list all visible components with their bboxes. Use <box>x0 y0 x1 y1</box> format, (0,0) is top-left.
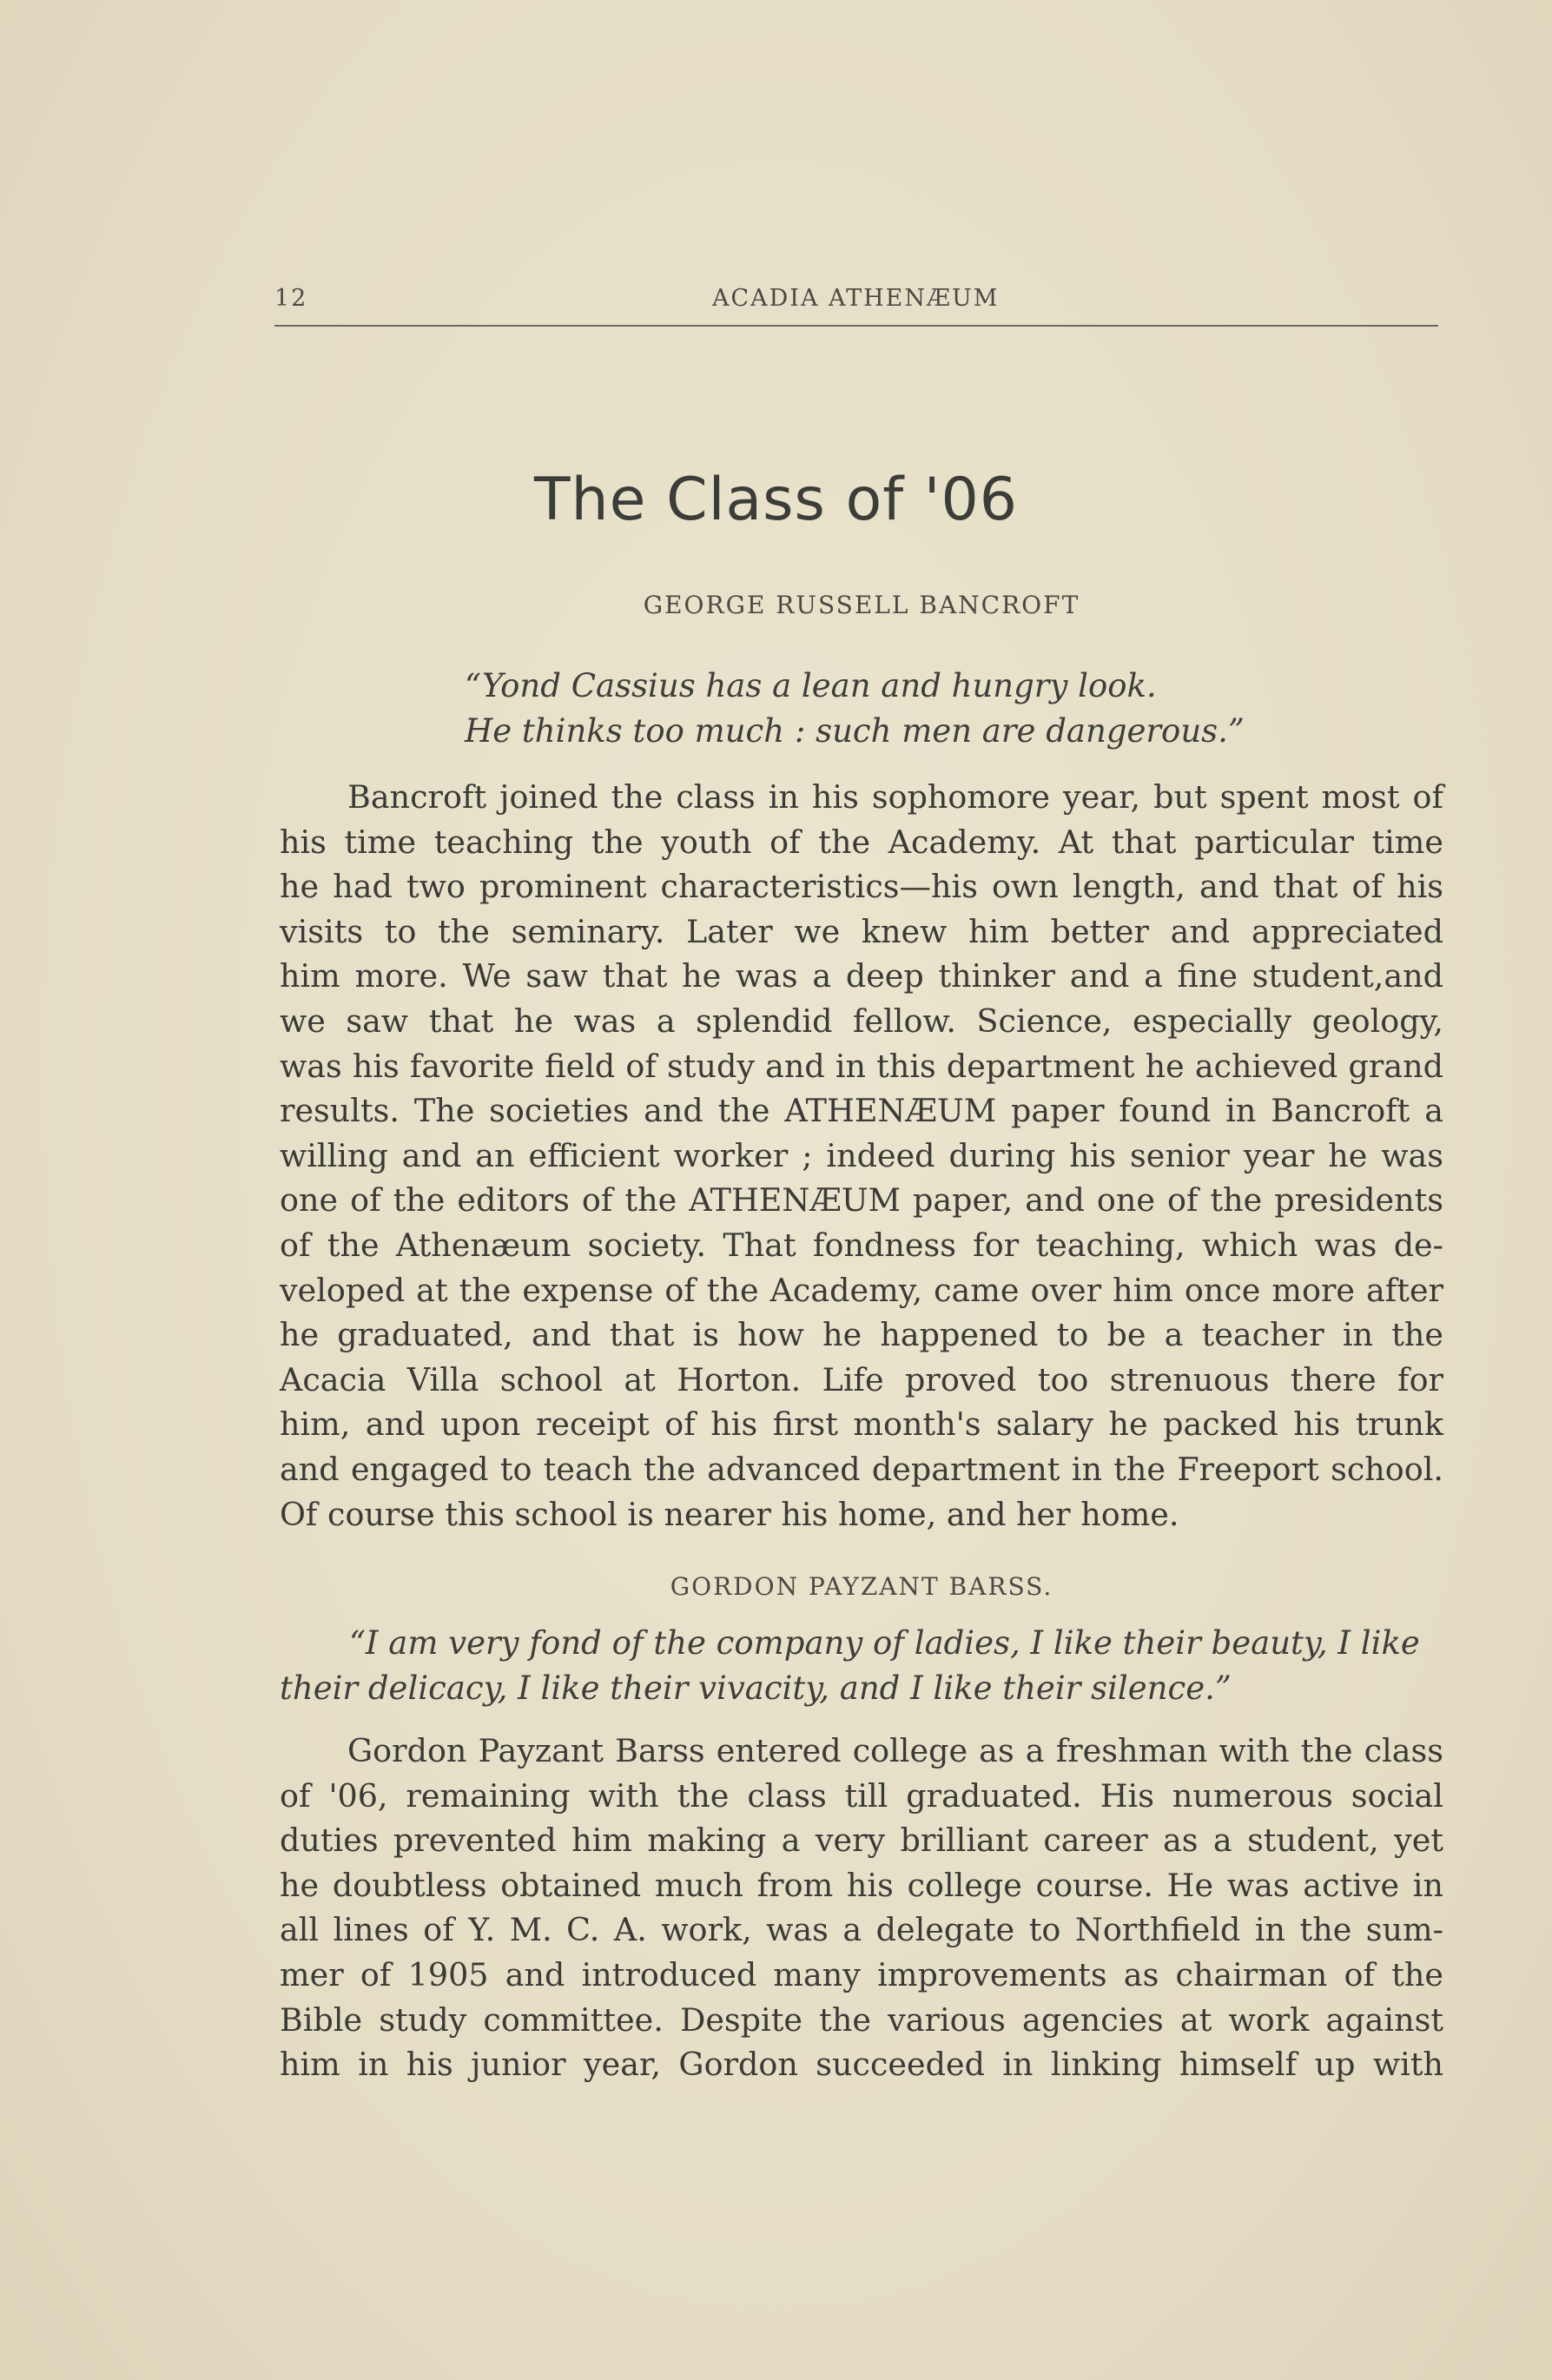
page-number: 12 <box>274 285 308 312</box>
quote-bancroft <box>280 664 1443 754</box>
body-line: Bancroft joined the class in his sophomore year, but spent most of <box>347 778 1443 816</box>
body-line: him more. We saw that he was a deep thinker and a fine student,and <box>280 957 1443 995</box>
body-line: duties prevented him making a very brilliant career as a student, yet <box>280 1821 1443 1860</box>
quote-line: “I am very fond of the company of ladies, I like their beauty, I like <box>349 1624 1420 1662</box>
body-line: his time teaching the youth of the Academy. At that particular time <box>280 823 1443 861</box>
body-line: him, and upon receipt of his first month's salary he packed his trunk <box>280 1405 1443 1444</box>
article-title: The Class of '06 <box>534 466 1018 534</box>
header-rule <box>274 325 1438 327</box>
body-text-barss <box>280 1729 1443 2087</box>
body-text-bancroft <box>280 775 1443 1537</box>
body-line: mer of 1905 and introduced many improvements as chairman of the <box>280 1955 1443 1993</box>
body-line: Gordon Payzant Barss entered college as a freshman with the class <box>347 1732 1443 1769</box>
body-line: Bible study committee. Despite the various agencies at work against <box>280 2000 1443 2039</box>
body-line: and engaged to teach the advanced department in the Freeport school. <box>280 1450 1443 1488</box>
body-line: he doubtless obtained much from his college course. He was active in <box>280 1866 1443 1904</box>
body-line: him in his junior year, Gordon succeeded in linking himself up with <box>280 2046 1443 2084</box>
body-line: one of the editors of the ATHENÆUM paper, and one of the presidents <box>280 1181 1443 1220</box>
body-line: results. The societies and the ATHENÆUM paper found in Bancroft a <box>280 1092 1443 1130</box>
quote-line: “Yond Cassius has a lean and hungry look. <box>465 667 1157 704</box>
section-bancroft <box>280 591 1443 619</box>
quote-line: their delicacy, I like their vivacity, and I like their silence.” <box>280 1669 1232 1707</box>
quote-line: He thinks too much : such men are dangerous.” <box>465 712 1245 750</box>
person-name-heading: GORDON PAYZANT BARSS. <box>670 1572 1053 1601</box>
body-line: of the Athenæum society. That fondness for teaching, which was de- <box>280 1226 1443 1264</box>
journal-title: ACADIA ATHENÆUM <box>712 285 1000 312</box>
quote-barss <box>280 1621 1443 1711</box>
body-line: he had two prominent characteristics—his own length, and that of his <box>280 868 1443 906</box>
body-line: he graduated, and that is how he happened to be a teacher in the <box>280 1316 1443 1354</box>
body-line: was his favorite field of study and in this department he achieved grand <box>280 1047 1443 1085</box>
body-line: all lines of Y. M. C. A. work, was a delegate to Northfield in the sum- <box>280 1911 1443 1949</box>
section-barss <box>280 1572 1443 1601</box>
body-line: Of course this school is nearer his home, and her home. <box>280 1495 1179 1533</box>
body-line: we saw that he was a splendid fellow. Science, especially geology, <box>280 1002 1443 1040</box>
person-name-heading: GEORGE RUSSELL BANCROFT <box>643 591 1080 619</box>
running-head <box>274 285 1438 320</box>
body-line: visits to the seminary. Later we knew him better and appreciated <box>280 912 1443 950</box>
body-line: willing and an efficient worker ; indeed during his senior year he was <box>280 1136 1443 1174</box>
body-line: veloped at the expense of the Academy, came over him once more after <box>280 1271 1443 1309</box>
body-line: of '06, remaining with the class till graduated. His numerous social <box>280 1776 1443 1815</box>
body-line: Acacia Villa school at Horton. Life proved too strenuous there for <box>280 1360 1443 1398</box>
